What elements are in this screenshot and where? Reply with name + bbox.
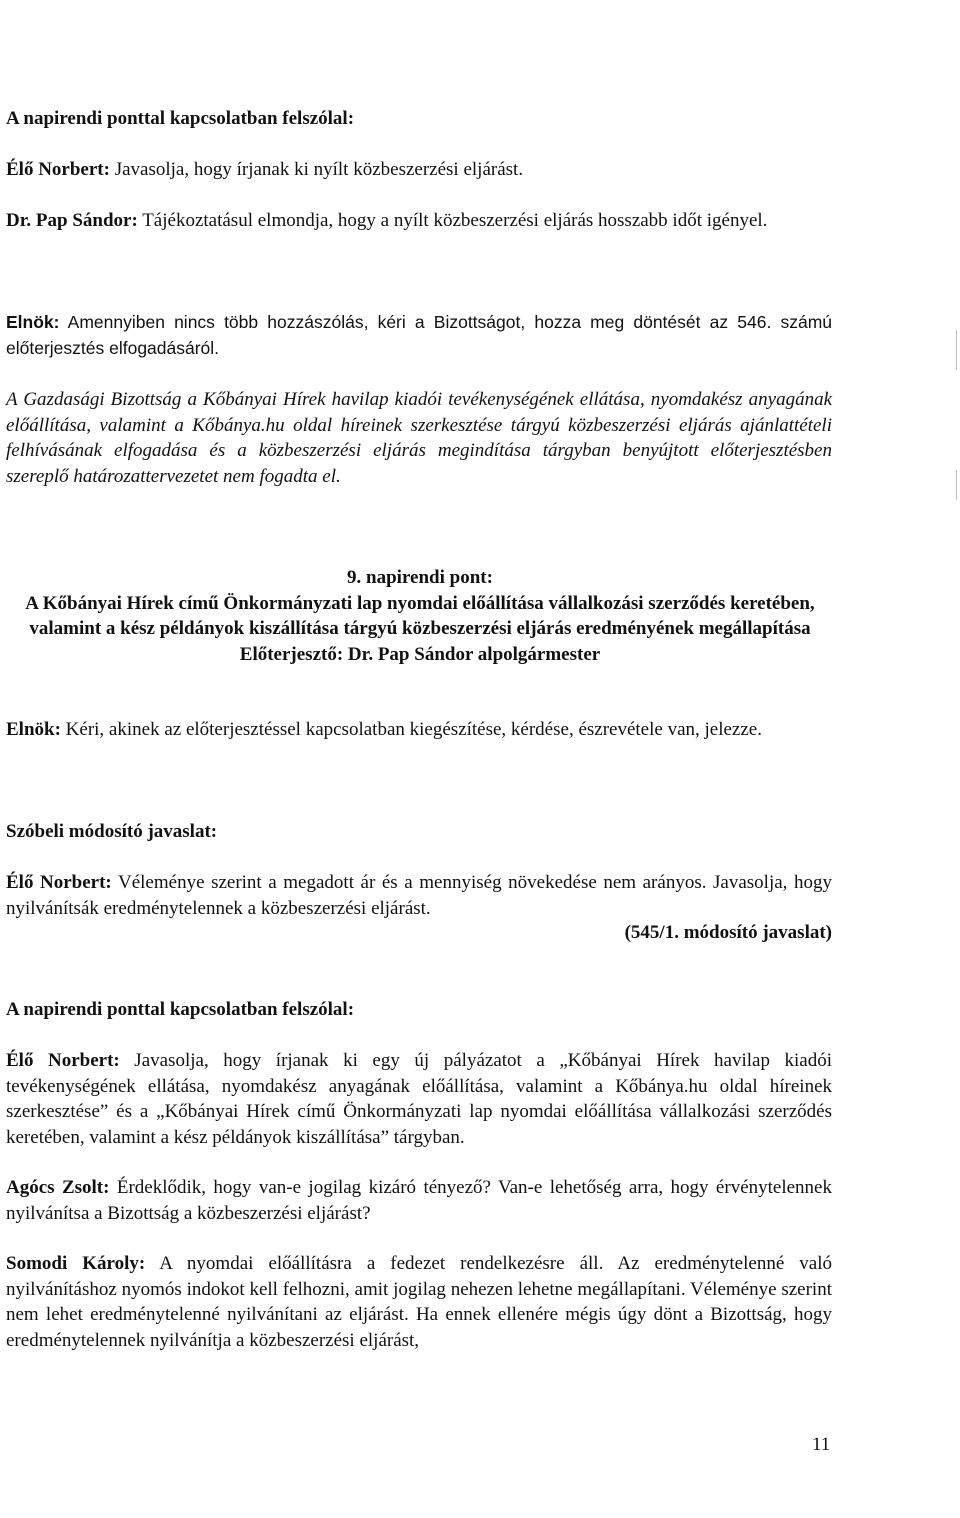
section-heading: Szóbeli módosító javaslat: [6,821,218,842]
paragraph-text: Amennyiben nincs több hozzászólás, kéri a Bizottságot, hozza meg döntését az 546. számú előterjesztés elfogadásáról. [6,312,832,358]
paragraph-text: Javasolja, hogy írjanak ki nyílt közbeszerzési eljárást. [109,159,524,180]
paragraph-elo-norbert-proposal [6,870,832,921]
paragraph-elo-norbert [6,157,832,183]
paragraph-elnok-decision-request [6,310,832,361]
amendment-label: (545/1. módosító javaslat) [624,922,832,943]
scan-edge-line [956,470,957,500]
agenda-title: A Kőbányai Hírek című Önkormányzati lap nyomdai előállítása vállalkozási szerződés keretében, valamint a kész példányok kiszállítása tárgyú közbeszerzési eljárás eredményének megállapítása [25,592,815,639]
paragraph-agocs-zsolt [6,1175,832,1226]
scan-edge-line [956,330,957,370]
paragraph-somodi-karoly [6,1251,832,1353]
speaker-name: Dr. Pap Sándor: [6,210,138,231]
speaker-name: Somodi Károly: [6,1253,146,1274]
paragraph-text: Javasolja, hogy írjanak ki egy új pályázatot a „Kőbányai Hírek havilap kiadói tevékenységének ellátása, nyomdakész anyagának előállítása, valamint a Kőbánya.hu oldal híreinek szerkesztése” és a „Kőbányai Hírek című Önkormányzati lap nyomdai előállítása vállalkozási szerződés keretében, valamint a kész példányok kiszállítása” tárgyban. [6,1050,832,1148]
paragraph-text: Véleménye szerint a megadott ár és a mennyiség növekedése nem arányos. Javasolja, hogy nyilvánítsák eredménytelennek a közbeszerzési eljárást. [6,872,832,919]
paragraph-text: Tájékoztatásul elmondja, hogy a nyílt közbeszerzési eljárás hosszabb időt igényel. [137,210,768,231]
page-number: 11 [812,1434,831,1455]
speaker-name: Élő Norbert: [6,159,110,180]
decision-text: A Gazdasági Bizottság a Kőbányai Hírek havilap kiadói tevékenységének ellátása, nyomdakész anyagának előállítása, valamint a Kőbánya.hu oldal híreinek szerkesztése tárgyú közbeszerzési eljárás ajánlattételi felhívásának elfogadása és a közbeszerzési eljárás megindítása tárgyban benyújtott előterjesztésben szereplő határozattervezetet nem fogadta el. [6,389,832,487]
agenda-number: 9. napirendi pont: [347,567,493,588]
speaker-name: Elnök: [6,719,61,740]
paragraph-text: A nyomdai előállításra a fedezet rendelkezésre áll. Az eredménytelenné való nyilvánításhoz nyomós indokot kell felhozni, amit jogilag nehezen lehetne megállapítani. Véleménye szerint nem lehet eredménytelenné nyilvánítani az eljárást. Ha ennek ellenére mégis úgy dönt a Bizottság, hogy eredménytelennek nyilvánítja a közbeszerzési eljárást, [6,1253,833,1351]
paragraph-elnok-request [6,717,832,743]
agenda-block [20,565,820,667]
speaker-name: Élő Norbert: [6,1050,120,1071]
speaker-name: Élő Norbert: [6,872,112,893]
section-heading: A napirendi ponttal kapcsolatban felszólal: [6,108,355,129]
agenda-presenter: Előterjesztő: Dr. Pap Sándor alpolgármester [239,643,601,665]
speaker-name: Elnök: [6,312,60,332]
paragraph-pap-sandor [6,208,832,234]
paragraph-text: Kéri, akinek az előterjesztéssel kapcsolatban kiegészítése, kérdése, észrevétele van, jelezze. [60,719,762,740]
section-heading: A napirendi ponttal kapcsolatban felszólal: [6,999,355,1020]
paragraph-elo-norbert-new-tender [6,1048,832,1150]
speaker-name: Agócs Zsolt: [6,1177,110,1198]
paragraph-text: Érdeklődik, hogy van-e jogilag kizáró tényező? Van-e lehetőség arra, hogy érvénytelennek nyilvánítsa a Bizottság a közbeszerzési eljárást? [6,1177,832,1224]
